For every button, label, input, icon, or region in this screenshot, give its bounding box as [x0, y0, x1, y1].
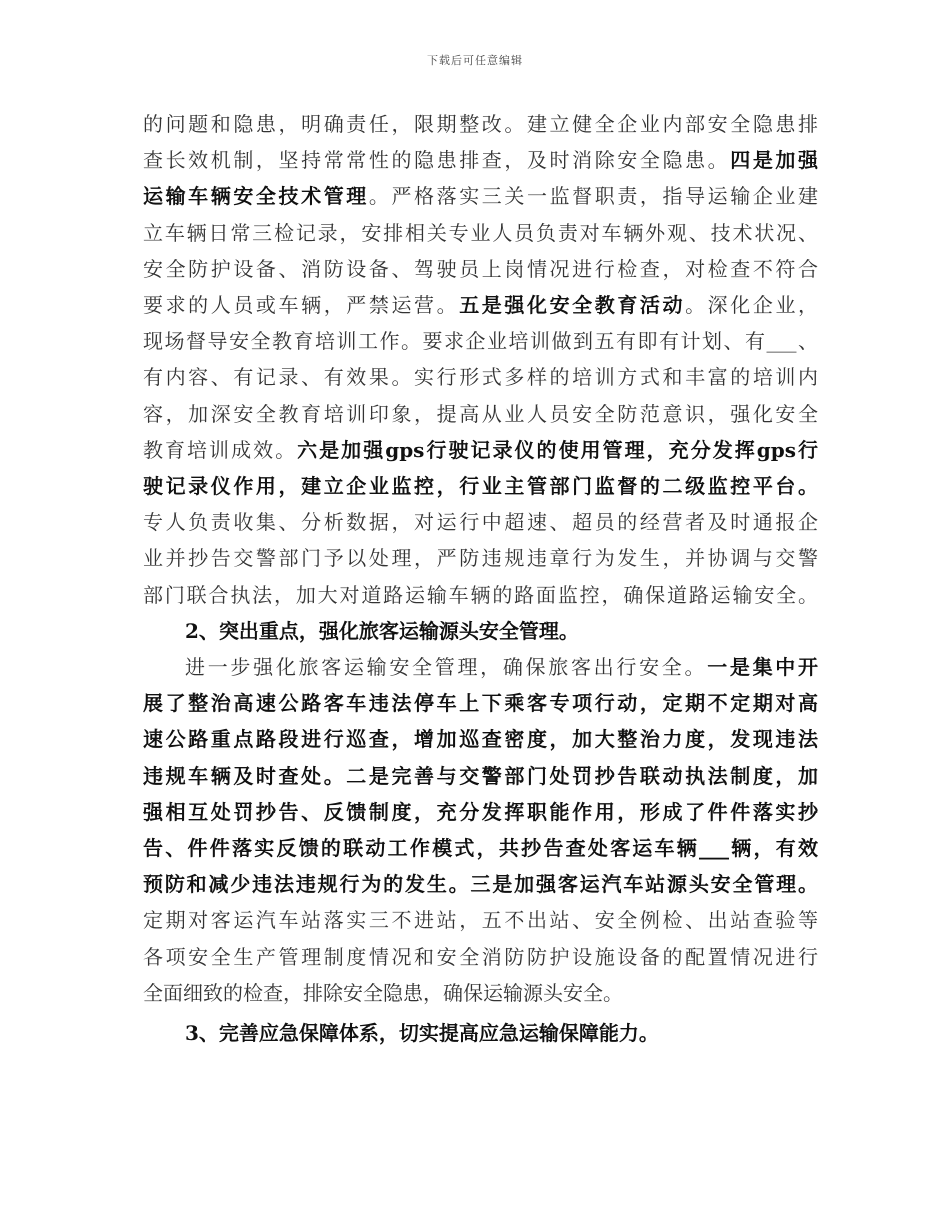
text-line: 告、件件落实反馈的联动工作模式，共抄告查处客运车辆___辆，有效 — [143, 836, 818, 861]
text-run: 。深化企业， — [685, 293, 818, 318]
bold-run: 运输车辆安全技术管理 — [143, 184, 369, 209]
text-line: 全面细致的检查，排除安全隐患，确保运输源头安全。 — [143, 980, 623, 1005]
text-line: 容，加深安全教育培训印象，提高从业人员安全防范意识，强化安全 — [143, 401, 818, 426]
text-run: 教育培训成效。 — [143, 437, 298, 462]
text-line: 专人负责收集、分析数据，对运行中超速、超员的经营者及时通报企 — [143, 510, 818, 535]
text-run: 要求的人员或车辆，严禁运营。 — [143, 293, 460, 318]
text-line: 安全防护设备、消防设备、驾驶员上岗情况进行检查，对检查不符合 — [143, 256, 818, 281]
text-line: 有内容、有记录、有效果。实行形式多样的培训方式和丰富的培训内 — [143, 365, 818, 390]
text-line: 展了整治高速公路客车违法停车上下乘客专项行动，定期不定期对高 — [143, 691, 818, 716]
text-line — [143, 287, 818, 323]
bold-run: 一是集中开 — [707, 655, 818, 680]
bold-run: 五是强化安全教育活动 — [459, 293, 686, 318]
text-line — [143, 178, 818, 214]
text-line: 部门联合执法，加大对道路运输车辆的路面监控，确保道路运输安全。 — [143, 582, 818, 607]
section-heading: 3、完善应急保障体系，切实提高应急运输保障能力。 — [185, 1021, 659, 1046]
text-run: 进一步强化旅客运输安全管理，确保旅客出行安全。 — [185, 655, 708, 680]
bold-run: 四是加强 — [730, 148, 818, 173]
page-header: 下载后可任意编辑 — [427, 54, 523, 67]
text-line — [143, 649, 818, 685]
text-line: 定期对客运汽车站落实三不进站，五不出站、安全例检、出站查验等 — [143, 908, 818, 933]
text-run: 。严格落实三关一监督职责，指导运输企业建 — [368, 184, 818, 209]
section-heading: 2、突出重点，强化旅客运输源头安全管理。 — [185, 618, 579, 643]
text-line: 的问题和隐患，明确责任，限期整改。建立健全企业内部安全隐患排 — [143, 112, 818, 136]
text-line: 预防和减少违法违规行为的发生。三是加强客运汽车站源头安全管理。 — [143, 872, 818, 897]
text-line — [143, 432, 818, 468]
text-line — [143, 142, 818, 178]
text-line: 业并抄告交警部门予以处理，严防违规违章行为发生，并协调与交警 — [143, 546, 818, 571]
text-line: 各项安全生产管理制度情况和安全消防防护设施设备的配置情况进行 — [143, 944, 818, 969]
text-line: 速公路重点路段进行巡查，增加巡查密度，加大整治力度，发现违法 — [143, 727, 818, 752]
document-body — [143, 106, 818, 1051]
text-run: 查长效机制，坚持常常性的隐患排查，及时消除安全隐患。 — [143, 148, 731, 173]
text-line: 立车辆日常三检记录，安排相关专业人员负责对车辆外观、技术状况、 — [143, 220, 818, 245]
text-line: 强相互处罚抄告、反馈制度，充分发挥职能作用，形成了件件落实抄 — [143, 799, 818, 824]
bold-run: 六是加强gps行驶记录仪的使用管理，充分发挥gps行 — [297, 437, 818, 462]
text-line: 现场督导安全教育培训工作。要求企业培训做到五有即有计划、有___、 — [143, 329, 818, 354]
text-line: 违规车辆及时查处。二是完善与交警部门处罚抄告联动执法制度，加 — [143, 763, 818, 788]
text-line: 驶记录仪作用，建立企业监控，行业主管部门监督的二级监控平台。 — [143, 474, 818, 499]
